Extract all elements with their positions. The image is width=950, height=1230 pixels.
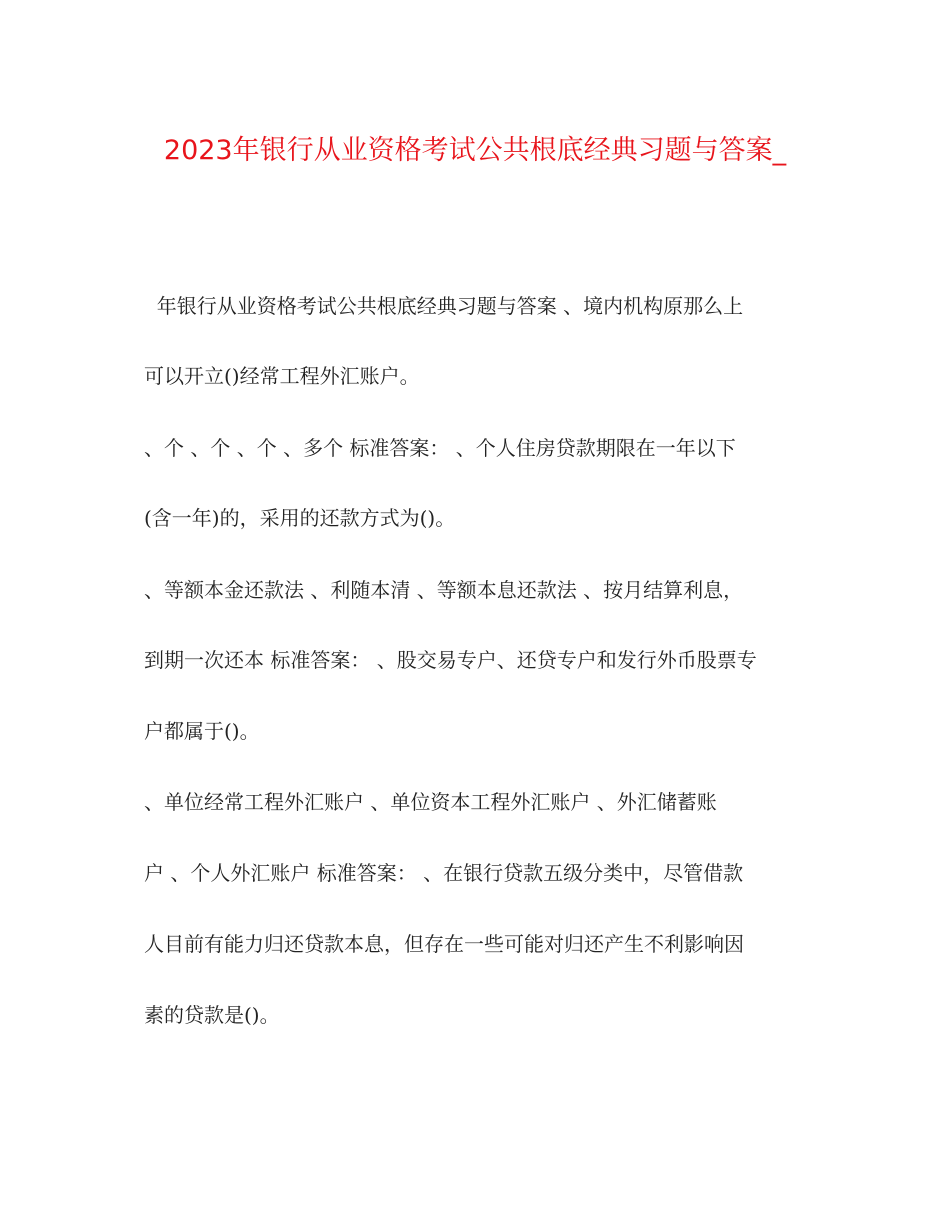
body-line-6: 到期一次还本 标准答案： 、股交易专户、还贷专户和发行外币股票专 bbox=[144, 648, 757, 672]
body-line-10: 人目前有能力归还贷款本息，但存在一些可能对归还产生不利影响因 bbox=[144, 932, 744, 956]
body-line-4: (含一年)的，采用的还款方式为()。 bbox=[144, 506, 456, 530]
body-line-9: 户 、个人外汇账户 标准答案： 、在银行贷款五级分类中，尽管借款 bbox=[144, 861, 744, 885]
body-line-1: 年银行从业资格考试公共根底经典习题与答案 、境内机构原那么上 bbox=[144, 294, 744, 318]
body-line-5: 、等额本金还款法 、利随本清 、等额本息还款法 、按月结算利息， bbox=[144, 578, 744, 602]
body-line-11: 素的贷款是()。 bbox=[144, 1003, 280, 1027]
body-line-7: 户都属于()。 bbox=[144, 719, 260, 743]
body-line-8: 、单位经常工程外汇账户 、单位资本工程外汇账户 、外汇储蓄账 bbox=[144, 790, 717, 814]
body-line-2: 可以开立()经常工程外汇账户。 bbox=[144, 364, 420, 388]
document-title: 2023年银行从业资格考试公共根底经典习题与答案_ bbox=[163, 135, 787, 166]
body-line-3: 、个 、个 、个 、多个 标准答案： 、个人住房贷款期限在一年以下 bbox=[144, 436, 736, 460]
